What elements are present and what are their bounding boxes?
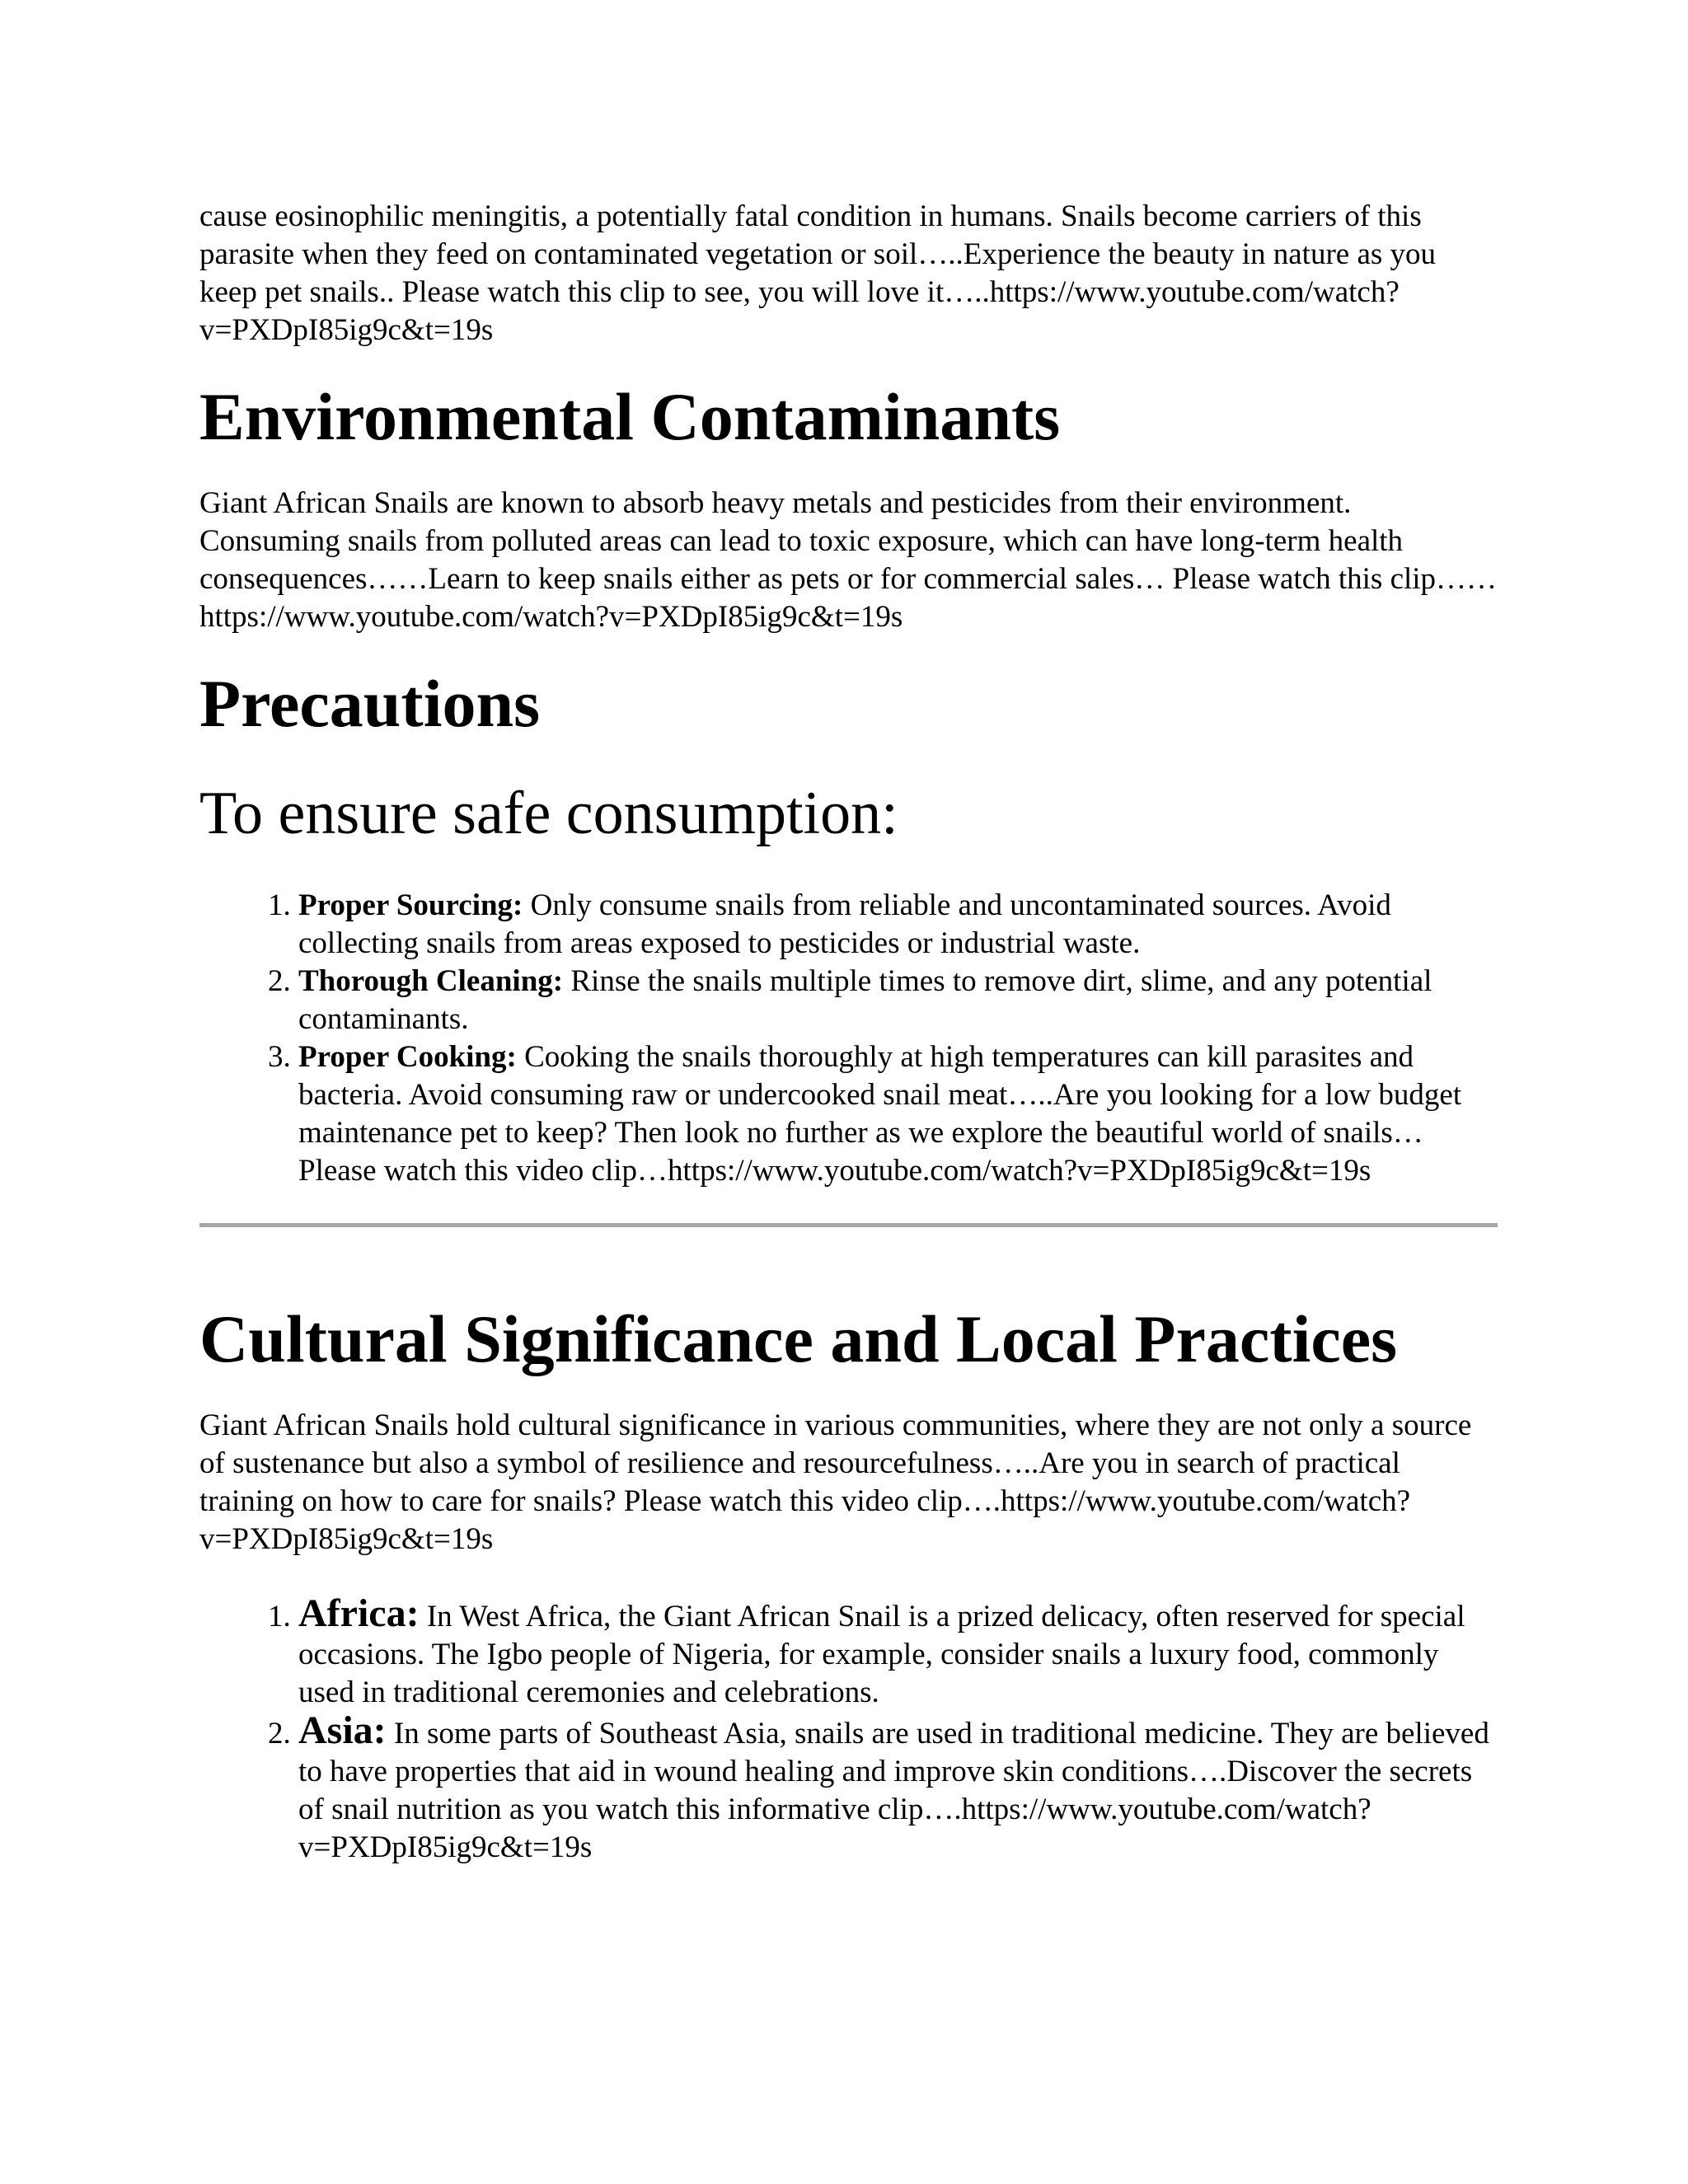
list-item-term: Asia: bbox=[298, 1708, 387, 1752]
environmental-paragraph: Giant African Snails are known to absorb heavy metals and pesticides from their environment. Consuming snails from polluted areas can lead to toxic exposure, which can have long-term health consequences……Learn to keep snails either as pets or for commercial sales… Please watch this clip……https://www.youtube.com/watch?v=PXDpI85ig9c&t=19s bbox=[199, 486, 1498, 634]
list-item-term: Thorough Cleaning: bbox=[298, 964, 564, 998]
list-item-term: Proper Cooking: bbox=[298, 1040, 517, 1074]
environmental-heading: Environmental Contaminants bbox=[199, 379, 1061, 454]
list-item bbox=[298, 1591, 1498, 1712]
cultural-heading: Cultural Significance and Local Practices bbox=[199, 1301, 1398, 1376]
list-item-term: Proper Sourcing: bbox=[298, 888, 523, 922]
list-item-text: In West Africa, the Giant African Snail is a prized delicacy, often reserved for special occasions. The Igbo people of Nigeria, for example, consider snails a luxury food, commonly used in traditional ceremonies and celebrations. bbox=[298, 1600, 1465, 1709]
list-item bbox=[298, 1038, 1498, 1190]
list-item bbox=[298, 963, 1498, 1038]
list-item-text: In some parts of Southeast Asia, snails are used in traditional medicine. They are believed to have properties that aid in wound healing and improve skin conditions….Discover the secrets of snail nutrition as you watch this informative clip….https://www.youtube.com/watch?v=PXDpI85ig9c&t=19s bbox=[298, 1717, 1489, 1864]
cultural-paragraph: Giant African Snails hold cultural significance in various communities, where they are not only a source of sustenance but also a symbol of resilience and resourcefulness…..Are you in search of practical training on how to care for snails? Please watch this video clip….https://www.youtube.com/watch?v=PXDpI85ig9c&t=19s bbox=[199, 1408, 1472, 1556]
list-item-term: Africa: bbox=[298, 1591, 420, 1635]
precautions-heading: Precautions bbox=[199, 666, 541, 741]
intro-paragraph: cause eosinophilic meningitis, a potentially fatal condition in humans. Snails become carriers of this parasite when they feed on contaminated vegetation or soil…..Experience the beauty in nature as you keep pet snails.. Please watch this clip to see, you will love it…..https://www.youtube.com/watch?v=PXDpI85ig9c&t=19s bbox=[199, 199, 1437, 347]
precautions-subheading: To ensure safe consumption: bbox=[199, 780, 898, 847]
list-item-text: Cooking the snails thoroughly at high temperatures can kill parasites and bacteria. Avoid consuming raw or undercooked snail meat…..Are you looking for a low budget maintenance pet to keep? Then look no further as we explore the beautiful world of snails… Please watch this video clip…https://www.youtube.com/watch?v=PXDpI85ig9c&t=19s bbox=[298, 1040, 1462, 1188]
precautions-list bbox=[199, 887, 1498, 1190]
document-body bbox=[199, 198, 1498, 1867]
cultural-list bbox=[199, 1591, 1498, 1867]
list-item bbox=[298, 887, 1498, 963]
list-item bbox=[298, 1708, 1498, 1867]
list-item-text: Rinse the snails multiple times to remove dirt, slime, and any potential contaminants. bbox=[298, 964, 1432, 1036]
list-item-text: Only consume snails from reliable and uncontaminated sources. Avoid collecting snails from areas exposed to pesticides or industrial waste. bbox=[298, 888, 1391, 960]
